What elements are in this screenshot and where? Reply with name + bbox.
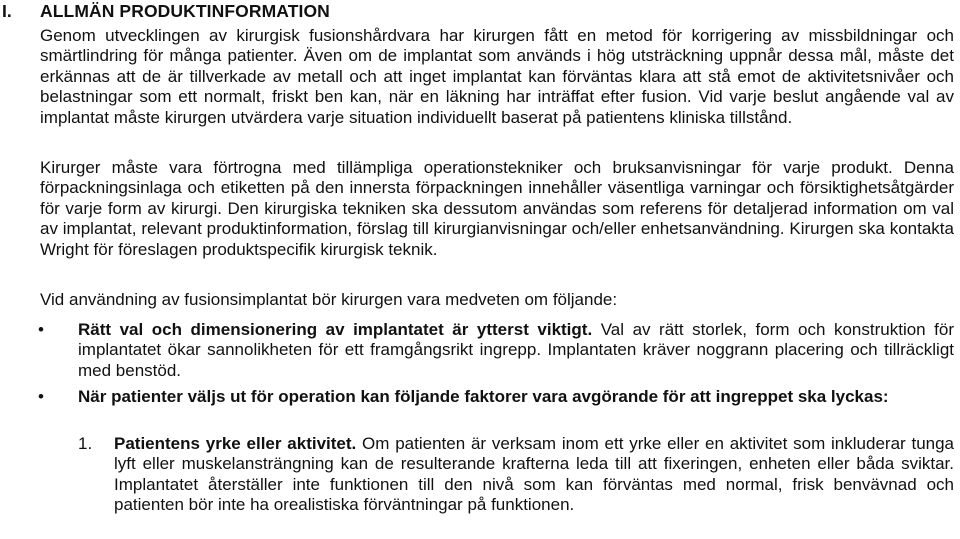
numbered-item-number: 1. — [78, 434, 93, 453]
numbered-bold-text: Patientens yrke eller aktivitet. — [114, 434, 357, 453]
section-number: I. — [2, 1, 12, 21]
bullet-item-implant-selection — [78, 320, 954, 381]
numbered-body-text: Om patienten är verksam inom ett yrke eller en aktivitet som inkluderar tunga lyft eller muskelansträngning kan de resulterande krafterna leda till att fixeringen, enheten eller båda sviktar. Implantatet återställer inte funktionen till den nivå som kan förväntas med normal, frisk benvävnad och patienten bör inte ha orealistiska förväntningar på funktionen. — [114, 434, 955, 515]
bullet-item-patient-factors — [78, 387, 954, 407]
bullet-body-text: Val av rätt storlek, form och konstruktion för implantatet ökar sannolikheten för ett framgångsrikt ingrepp. Implantaten kräver noggrann placering och tillräckligt med benstöd. — [78, 320, 955, 380]
paragraph-intro: Genom utvecklingen av kirurgisk fusionshårdvara har kirurgen fått en metod för korrigering av missbildningar och smärtlindring för många patienter. Även om de implantat som används i hög utsträckning uppnår dessa mål, måste det erkännas att de är tillverkade av metall och att inget implantat kan förväntas klara att stå emot de aktivitetsnivåer och belastningar som ett normalt, friskt ben kan, när en läkning har inträffat efter fusion. Vid varje beslut angående val av implantat måste kirurgen utvärdera varje situation individuellt baserat på patientens kliniska tillstånd. — [40, 26, 954, 127]
numbered-item-occupation — [114, 434, 954, 516]
bullet-symbol: • — [38, 320, 44, 339]
section-title: ALLMÄN PRODUKTINFORMATION — [40, 1, 330, 21]
paragraph-awareness: Vid användning av fusionsimplantat bör kirurgen vara medveten om följande: — [40, 290, 618, 309]
paragraph-surgeons: Kirurger måste vara förtrogna med tillämpliga operationstekniker och bruksanvisningar för varje produkt. Denna förpackningsinlaga och etiketten på den innersta förpackningen innehåller väsentliga varningar och försiktighetsåtgärder för varje form av kirurgi. Den kirurgiska tekniken ska dessutom användas som referens för detaljerad information om val av implantat, relevant produktinformation, förslag till kirurgianvisningar och/eller enhetsanvändning. Kirurgen ska kontakta Wright för föreslagen produktspecifik kirurgisk teknik. — [40, 158, 954, 259]
bullet-bold-text: Rätt val och dimensionering av implantatet är ytterst viktigt. — [78, 320, 593, 339]
bullet-bold-text: När patienter väljs ut för operation kan följande faktorer vara avgörande för att ingreppet ska lyckas: — [78, 387, 889, 406]
bullet-symbol: • — [38, 387, 44, 406]
